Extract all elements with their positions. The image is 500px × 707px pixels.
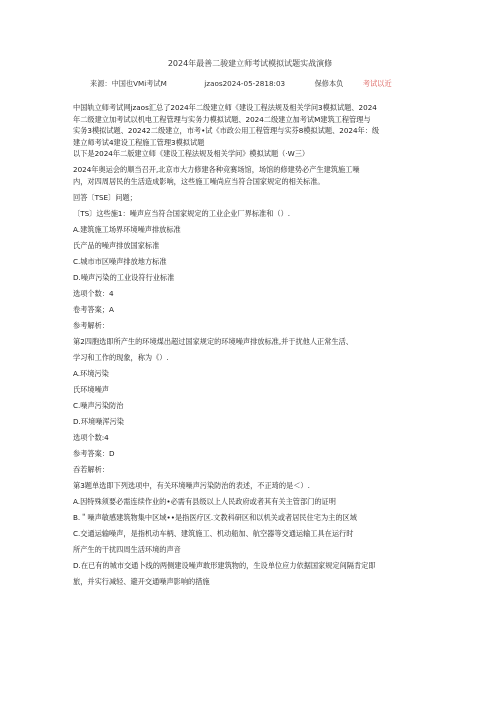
- subtitle: 以下是2024年二版建立师《建设工程法规及相关学问》模拟试题（·W三）: [73, 149, 310, 158]
- q2-stem-line: 学习和工作的现象，称为《）.: [73, 352, 169, 362]
- q2-option-b: 氏环境噪声: [73, 384, 109, 394]
- meta-date: jzaos2024-05-2818:03: [204, 79, 286, 88]
- intro-line: 实务3模拟试题、20242二级建立，市考•试《市政公用工程管理与实芬8模拟试题、2024年：级: [73, 126, 380, 135]
- q2-answer: 参考答案：D: [73, 448, 115, 458]
- q3-option-d: [73, 560, 443, 588]
- background-line: 2024年奥运会的顺当召开,北京市大力修建各种竞赛场馆，场馆的修建势必产生建筑施工噪: [73, 165, 360, 174]
- meta-source: 来源：中国也VMi考试M: [90, 79, 167, 88]
- intro-paragraph: [73, 102, 443, 148]
- q3-stem: 第3题单选即下列选项中，有关环境噪声污染防治的表述，不正琦的是＜）.: [73, 480, 310, 490]
- q1-analysis: 参考解析：: [73, 320, 109, 330]
- q1-stem: 〔TS〕这些施1：噪声应当符合国家规定的工业企业厂界标准和（）.: [73, 208, 291, 218]
- intro-line: 年二级建立加考试以机电工程管理与实务力模拟试题、2024二级建立加考试M建筑工程管理与: [73, 114, 371, 124]
- answer-prompt: 回答〔TSE〕问题；: [73, 192, 137, 202]
- document-body: [73, 102, 443, 587]
- q2-stem: [73, 336, 443, 364]
- q1-option-b: 氏产品的噪声排放国家标准: [73, 240, 160, 250]
- q2-option-a: A.环境污染: [73, 368, 109, 378]
- q3-option-a: A.因特殊须要必需连续作业的•必需有县级以上人民政府或者其有关主管部门的证明: [73, 496, 336, 506]
- meta-link[interactable]: 考试以近: [362, 79, 392, 88]
- document-title: 2024年最善二骏建立师考试模拟试题实战演修: [167, 59, 333, 68]
- q3-option-c: [73, 528, 443, 556]
- q1-option-d: D.噪声污染的工业设符行业标准: [73, 272, 175, 282]
- background-line: 内，对四周居民的生活造成影响，这些施工噪尚应当符合国家规定的相关标准。: [73, 176, 325, 186]
- q3-option-c-line: C.交通运输噪声，是指机动车柄、建筑施工、机动船加、航空器等交通运输工具在运行时: [73, 528, 354, 538]
- q3-option-c-line: 所产生的干扰四周生活环境的声音: [73, 544, 181, 554]
- q1-option-count: 选项个数：4: [73, 288, 114, 298]
- q2-option-count: 选项个数:4: [73, 432, 109, 442]
- q1-option-a: A.建筑施工场界环境噪声排放标准: [73, 224, 181, 234]
- q1-answer: 卷考答案；A: [73, 304, 114, 314]
- q2-option-d: D.环境噪浑污染: [73, 416, 124, 426]
- q1-option-c: C.城市市区噪声排放地方标准: [73, 256, 167, 266]
- q3-option-d-line: 旅，并实行减轻、避开交通噪声影响的措施: [73, 576, 210, 586]
- meta-author: 保修本负: [314, 79, 344, 88]
- q3-option-b: B.＂噪声敏感建筑物集中区域••是指医疗区.文教科研区和以机关或者居民住宅为主的区域: [73, 512, 357, 522]
- document-meta: [90, 79, 430, 89]
- intro-line: 建立师考试4建设工程施工管理3模拟试题: [73, 137, 205, 147]
- q2-option-c: C.噪声污染防治: [73, 400, 124, 410]
- background-paragraph: [73, 164, 443, 187]
- q3-option-d-line: D.在已有的城市交通卜线的两侧建设噪声敢形建筑物的，生设单位应力依据国家规定间隔肯定即: [73, 560, 376, 570]
- intro-line: 中国轨立师考试网jzaos汇总了2024年二级建立师《建设工程法规及相关学问3模拟试题、2024: [73, 103, 377, 112]
- q2-analysis: 吞若解析：: [73, 464, 109, 474]
- q2-stem-line: 第2四胞选即所产生的环境煤出超过国家规定的环境噪声排放标准,并于扰他人正常生活、: [73, 336, 353, 346]
